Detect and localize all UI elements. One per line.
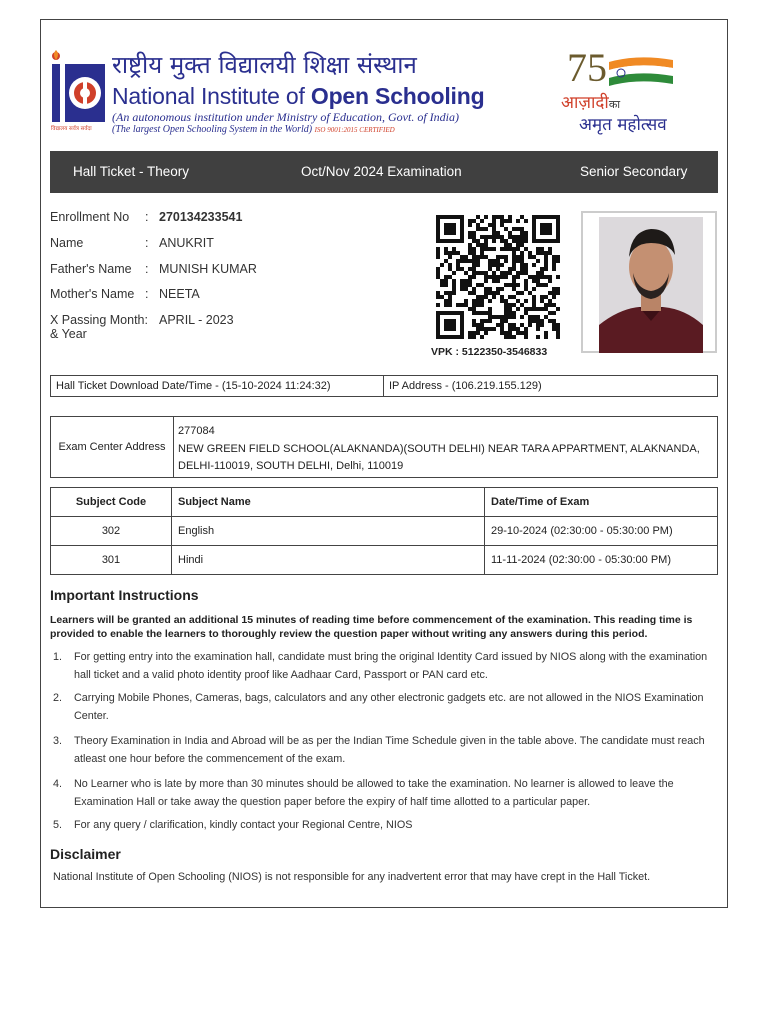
subject-name: English: [172, 517, 485, 546]
instructions-intro: Learners will be granted an additional 15 minutes of reading time before commencement of the examination. This reading time is provided to enable the learners to thoroughly review the question paper without writing any answers during this period.: [50, 614, 693, 640]
enrollment-colon: :: [145, 210, 149, 224]
exam-center-code: 277084: [178, 425, 215, 437]
header-subject-code: Subject Code: [51, 488, 172, 517]
exam-center-address: NEW GREEN FIELD SCHOOL(ALAKNANDA)(SOUTH DELHI) NEAR TARA APPARTMENT, ALAKNANDA, DELHI-110019, SOUTH DELHI, Delhi, 110019: [178, 442, 700, 472]
enrollment-label: Enrollment No: [50, 210, 130, 224]
akam-ka: का: [608, 98, 621, 111]
banner-ticket-type: Hall Ticket - Theory: [73, 164, 190, 179]
azadi-ka-amrit-mahotsav-logo: [557, 46, 697, 136]
instruction-number: 1.: [53, 651, 63, 663]
download-info-table: [50, 375, 718, 397]
table-row: [51, 517, 718, 546]
father-value: MUNISH KUMAR: [159, 262, 257, 276]
candidate-photo: [599, 217, 703, 353]
header: [49, 40, 719, 140]
instruction-text: No Learner who is late by more than 30 minutes should be allowed to take the examination. No learner is allowed to leave the Examination Hall or take away the question paper before the expiry of half time allotted to a particular paper.: [74, 778, 674, 808]
passing-value: APRIL - 2023: [159, 313, 234, 327]
instruction-number: 3.: [53, 735, 63, 747]
subjects-header-row: [51, 488, 718, 517]
subjects-table: [50, 487, 718, 575]
exam-datetime: 11-11-2024 (02:30:00 - 05:30:00 PM): [485, 546, 718, 575]
org-name-hindi: राष्ट्रीय मुक्त विद्यालयी शिक्षा संस्थान: [112, 51, 417, 79]
tagline-autonomous: (An autonomous institution under Ministry of Education, Govt. of India): [112, 110, 459, 124]
nios-logo: [49, 48, 109, 136]
passing-label-year: & Year: [50, 327, 87, 341]
org-name-bold: Open Schooling: [310, 83, 485, 109]
table-row: [51, 546, 718, 575]
org-name-english: [112, 83, 484, 110]
name-value: ANUKRIT: [159, 236, 214, 250]
name-colon: :: [145, 236, 149, 250]
subject-name: Hindi: [172, 546, 485, 575]
exam-center-value: [178, 423, 708, 476]
org-name-prefix: National Institute of: [112, 83, 311, 109]
instruction-text: For any query / clarification, kindly contact your Regional Centre, NIOS: [74, 819, 413, 831]
instructions-heading: Important Instructions: [50, 587, 199, 603]
subject-code: 302: [51, 517, 172, 546]
logo-caption: विद्यालय सर्वत्र सर्वदा: [51, 126, 92, 132]
passing-label: X Passing Month:: [50, 313, 148, 327]
father-label: Father's Name: [50, 262, 132, 276]
tagline-largest-text: (The largest Open Schooling System in the World): [112, 124, 313, 135]
flag-icon: [607, 56, 677, 88]
download-divider: [383, 376, 384, 396]
header-exam-datetime: Date/Time of Exam: [485, 488, 718, 517]
qr-code: [436, 215, 560, 339]
mother-value: NEETA: [159, 287, 200, 301]
exam-center-table: [50, 416, 718, 478]
disclaimer-text: National Institute of Open Schooling (NIOS) is not responsible for any inadvertent error that may have crept in the Hall Ticket.: [53, 871, 651, 883]
subject-code: 301: [51, 546, 172, 575]
instruction-text: Carrying Mobile Phones, Cameras, bags, calculators and any other electronic gadgets etc. are not allowed in the NIOS Examination Center.: [74, 692, 704, 722]
instruction-text: For getting entry into the examination hall, candidate must bring the original Identity Card issued by NIOS along with the examination hall ticket and a valid photo identity proof like Aadhaar Card, Passport or PAN card etc.: [74, 651, 708, 681]
banner-level: Senior Secondary: [580, 164, 688, 179]
hall-ticket-banner: [50, 151, 718, 193]
exam-center-label: Exam Center Address: [51, 417, 174, 477]
akam-azadi: आज़ादी: [561, 93, 609, 113]
iso-certification: ISO 9001:2015 CERTIFIED: [314, 126, 395, 134]
banner-exam-session: Oct/Nov 2024 Examination: [301, 164, 462, 179]
instruction-number: 5.: [53, 819, 63, 831]
exam-datetime: 29-10-2024 (02:30:00 - 05:30:00 PM): [485, 517, 718, 546]
akam-line1: [561, 90, 620, 113]
instruction-text: Theory Examination in India and Abroad will be as per the Indian Time Schedule given in the table above. The candidate must reach atleast one hour before the commencement of the exam.: [74, 735, 705, 765]
mother-label: Mother's Name: [50, 287, 135, 301]
enrollment-value: 270134233541: [159, 210, 243, 224]
candidate-photo-frame: [581, 211, 717, 353]
name-label: Name: [50, 236, 84, 250]
vpk-code: VPK : 5122350-3546833: [431, 346, 548, 358]
akam-75: 75: [567, 45, 607, 90]
akam-line2: अमृत महोत्सव: [579, 115, 667, 135]
download-ip: IP Address - (106.219.155.129): [389, 380, 542, 392]
download-datetime: Hall Ticket Download Date/Time - (15-10-2024 11:24:32): [56, 380, 331, 392]
instruction-number: 4.: [53, 778, 63, 790]
instruction-number: 2.: [53, 692, 63, 704]
header-subject-name: Subject Name: [172, 488, 485, 517]
tagline-largest: [112, 124, 395, 135]
mother-colon: :: [145, 287, 149, 301]
father-colon: :: [145, 262, 149, 276]
disclaimer-heading: Disclaimer: [50, 846, 121, 862]
